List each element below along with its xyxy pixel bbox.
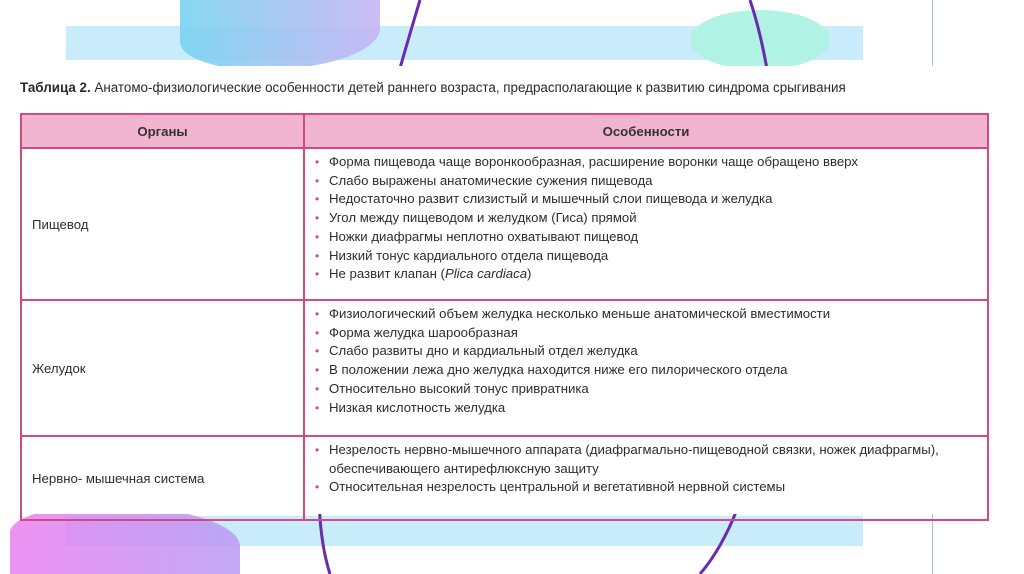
bullet-icon: • [315,381,320,396]
feature-text: Не развит клапан ( [329,266,445,282]
caption-text: Анатомо-физиологические особенности детей раннего возраста, предрасполагающие к развитию синдрома срыгивания [90,80,846,95]
bullet-icon: • [315,155,320,169]
caption-label: Таблица 2. [20,80,91,95]
features-list [315,153,979,284]
list-item [315,399,979,418]
list-item [315,190,979,209]
feature-text: Физиологический объем желудка несколько меньше анатомической вместимости [329,306,831,321]
bullet-icon: • [315,400,320,415]
feature-text: Относительная незрелость центральной и вегетативной нервной системы [329,479,786,495]
header-organs: Органы [21,114,304,148]
organ-cell: Желудок [21,300,304,436]
features-list [315,305,979,417]
bullet-icon: • [315,307,320,321]
feature-text: Относительно высокий тонус привратника [329,380,589,396]
feature-text: Угол между пищеводом и желудком (Гиса) прямой [329,210,637,226]
header-features: Особенности [304,114,988,148]
bullet-icon: • [315,267,320,282]
feature-text: Форма желудка шарообразная [329,324,518,340]
bullet-icon: • [315,192,320,207]
list-item [315,172,979,191]
bullet-icon: • [315,443,320,457]
list-item [315,342,979,361]
feature-text: Недостаточно развит слизистый и мышечный слои пищевода и желудка [329,191,773,207]
table-row [21,436,988,520]
list-item [315,247,979,266]
list-item [315,361,979,380]
features-table [20,113,989,521]
list-item [315,228,979,247]
feature-text: Форма пищевода чаще воронкообразная, расширение воронки чаще обращено вверх [329,154,858,169]
table-row [21,300,988,436]
list-item [315,209,979,228]
features-cell [304,148,988,300]
bullet-icon: • [315,229,320,244]
feature-text: В положении лежа дно желудка находится ниже его пилорического отдела [329,362,788,378]
features-cell [304,436,988,520]
bullet-icon: • [315,363,320,378]
bullet-icon: • [315,480,320,495]
organ-cell: Пищевод [21,148,304,300]
feature-text: Незрелость нервно-мышечного аппарата (диафрагмально-пищеводной связки, ножек диафрагмы), обеспечивающего антирефлюксную защиту [329,442,939,476]
feature-text: Ножки диафрагмы неплотно охватывают пищевод [329,228,639,244]
list-item [315,153,979,172]
features-list [315,441,979,497]
feature-text-suffix: ) [527,266,532,282]
table-caption [20,80,1010,95]
table-row [21,148,988,300]
bullet-icon: • [315,211,320,226]
feature-text: Слабо выражены анатомические сужения пищевода [329,172,653,188]
feature-text: Низкая кислотность желудка [329,399,506,415]
list-item [315,265,979,284]
list-item [315,324,979,343]
list-item [315,305,979,324]
organ-cell: Нервно- мышечная система [21,436,304,520]
bullet-icon: • [315,173,320,188]
table-header-row [21,114,988,148]
list-item [315,478,979,497]
feature-latin-term: Plica cardiaca [444,266,528,282]
bullet-icon: • [315,325,320,340]
feature-text: Низкий тонус кардиального отдела пищевода [329,247,609,263]
list-item [315,441,979,478]
bullet-icon: • [315,248,320,263]
list-item [315,380,979,399]
bullet-icon: • [315,344,320,359]
features-cell [304,300,988,436]
feature-text: Слабо развиты дно и кардиальный отдел желудка [329,343,638,359]
